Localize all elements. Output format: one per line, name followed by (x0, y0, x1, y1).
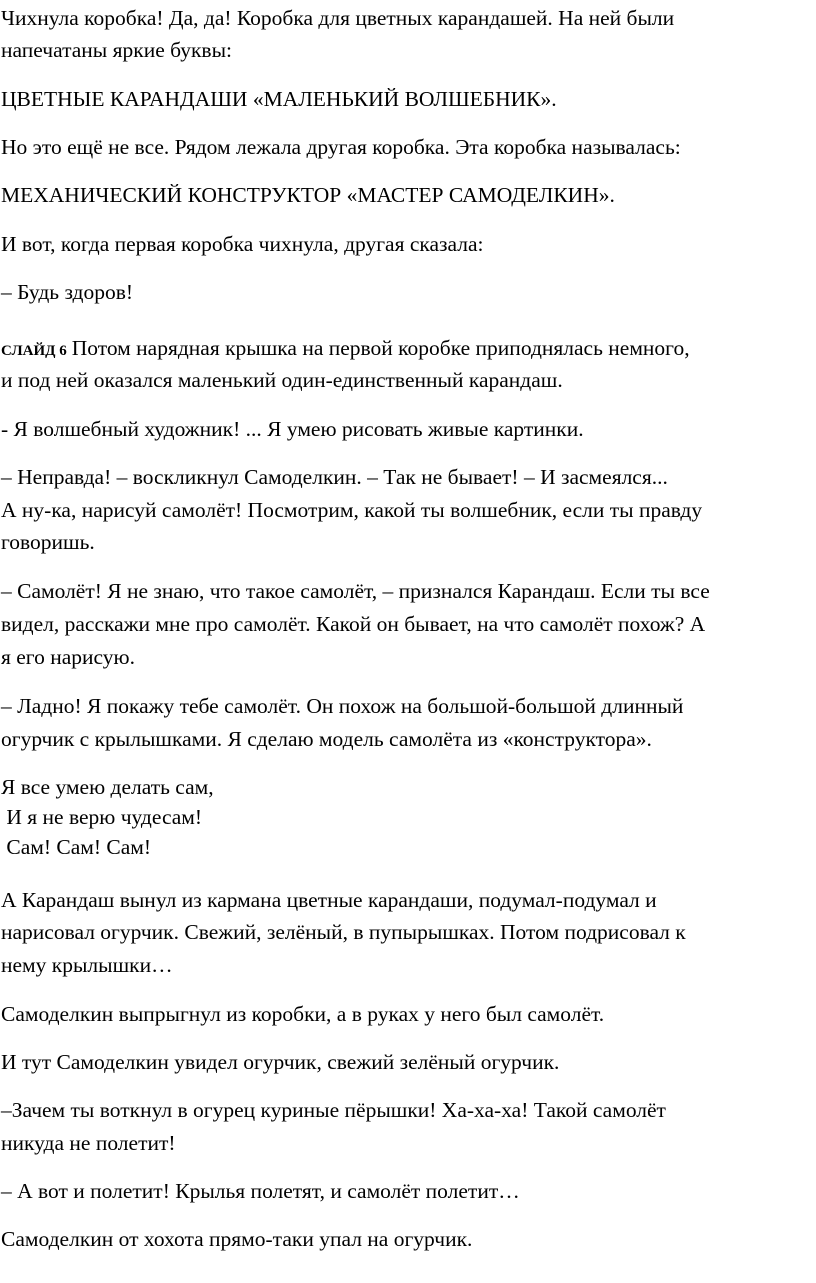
text-line: я его нарисую. (1, 645, 135, 669)
text-line: –Зачем ты воткнул в огурец куриные пёрышки! Ха-ха-ха! Такой самолёт (1, 1098, 666, 1122)
text-line: Самоделкин от хохота прямо-таки упал на огурчик. (1, 1227, 473, 1251)
text-line: И вот, когда первая коробка чихнула, другая сказала: (1, 232, 484, 256)
text-line: А Карандаш вынул из кармана цветные карандаши, подумал-подумал и (1, 888, 657, 912)
text-line: – Самолёт! Я не знаю, что такое самолёт, – признался Карандаш. Если ты все (1, 579, 710, 603)
slide-label: СЛАЙД 6 (1, 343, 67, 359)
text-line: никуда не полетит! (1, 1131, 176, 1155)
text-line: – А вот и полетит! Крылья полетят, и самолёт полетит… (1, 1179, 520, 1203)
text-line: Чихнула коробка! Да, да! Коробка для цветных карандашей. На ней были (1, 6, 675, 30)
text-span: Потом нарядная крышка на первой коробке приподнялась немного, (71, 336, 690, 360)
text-line: И я не верю чудесам! (1, 805, 203, 829)
text-line: нему крылышки… (1, 953, 173, 977)
text-line: Самоделкин выпрыгнул из коробки, а в руках у него был самолёт. (1, 1002, 605, 1026)
text-line: - Я волшебный художник! ... Я умею рисовать живые картинки. (1, 417, 584, 441)
text-line: А ну-ка, нарисуй самолёт! Посмотрим, какой ты волшебник, если ты правду (1, 498, 703, 522)
text-line: И тут Самоделкин увидел огурчик, свежий зелёный огурчик. (1, 1050, 560, 1074)
text-line: Я все умею делать сам, (1, 775, 214, 799)
text-line: – Ладно! Я покажу тебе самолёт. Он похож на большой-большой длинный (1, 694, 684, 718)
text-line: огурчик с крылышками. Я сделаю модель самолёта из «конструктора». (1, 727, 652, 751)
text-line: Но это ещё не все. Рядом лежала другая коробка. Эта коробка называлась: (1, 135, 681, 159)
text-line: ЦВЕТНЫЕ КАРАНДАШИ «МАЛЕНЬКИЙ ВОЛШЕБНИК». (1, 87, 557, 111)
text-line: – Неправда! – воскликнул Самоделкин. – Так не бывает! – И засмеялся... (1, 465, 668, 489)
text-line: видел, расскажи мне про самолёт. Какой он бывает, на что самолёт похож? А (1, 612, 706, 636)
text-line: МЕХАНИЧЕСКИЙ КОНСТРУКТОР «МАСТЕР САМОДЕЛКИН». (1, 183, 615, 207)
text-line: говоришь. (1, 530, 95, 554)
text-line (1, 332, 690, 367)
text-line: Сам! Сам! Сам! (1, 835, 152, 859)
text-line: и под ней оказался маленький один-единственный карандаш. (1, 368, 563, 392)
text-line: напечатаны яркие буквы: (1, 38, 232, 62)
text-line: нарисовал огурчик. Свежий, зелёный, в пупырышках. Потом подрисовал к (1, 920, 686, 944)
text-line: – Будь здоров! (1, 280, 134, 304)
